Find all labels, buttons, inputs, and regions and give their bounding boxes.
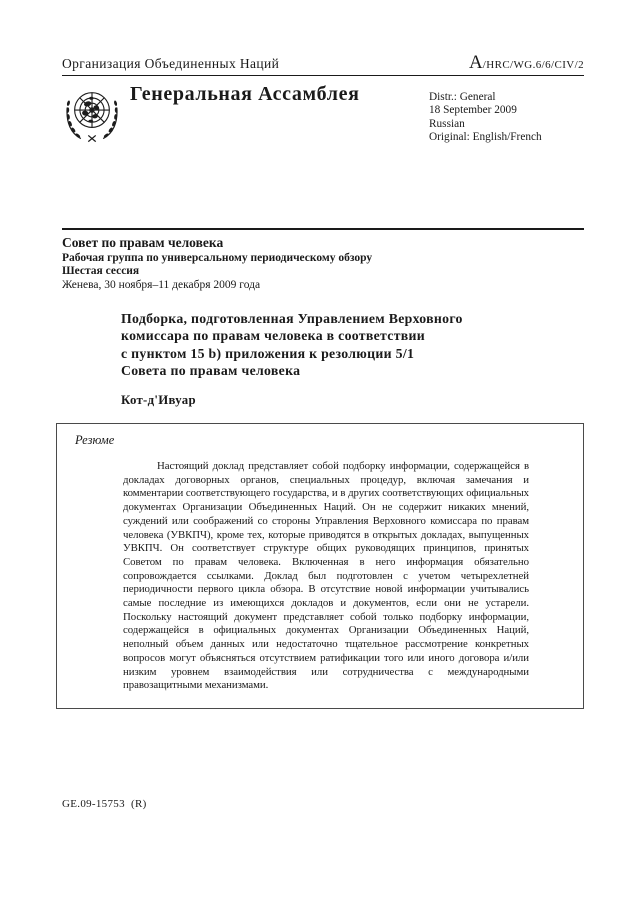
country-name: Кот-д'Ивуар: [121, 393, 196, 407]
doc-symbol-big-letter: A: [469, 52, 483, 73]
org-name: Организация Объединенных Наций: [62, 56, 280, 71]
venue-dates-line: Женева, 30 ноября–11 декабря 2009 года: [62, 278, 261, 291]
distr-block: [429, 91, 542, 144]
doc-symbol: [469, 52, 584, 74]
assembly-title: Генеральная Ассамблея: [130, 83, 360, 105]
distr-line-general: Distr.: General: [429, 91, 496, 103]
report-title-line-4: Совета по правам человека: [121, 363, 301, 379]
council-heading: Совет по правам человека: [62, 235, 224, 250]
summary-label: Резюме: [75, 433, 115, 447]
section-rule-thick: [62, 228, 584, 230]
report-title-line-1: Подборка, подготовленная Управлением Верховного: [121, 311, 463, 326]
report-title-line-3: с пунктом 15 b) приложения к резолюции 5/1: [121, 345, 415, 361]
report-title: [121, 310, 463, 380]
distr-line-date: 18 September 2009: [429, 104, 517, 117]
session-block: [62, 236, 372, 292]
un-emblem-icon: [61, 84, 123, 146]
summary-box: [56, 423, 584, 709]
summary-paragraph: Настоящий доклад представляет собой подборку информации, содержащейся в докладах договорных органов, специальных процедур, включая замечания и комментарии соответствующего государства, и в других соответствующих официальных документах Организации Объединенных Наций. Он не содержит никаких мнений, суждений или соображений со стороны Управления Верховного комиссара по правам человека (УВКПЧ), кроме тех, которые приводятся в открытых докладах, выпущенных УВКПЧ. Он соответствует структуре общих руководящих принципов, принятых Советом по правам человека. Включенная в него информация обязательно сопровождается ссылками. Доклад был подготовлен с учетом четырехлетней периодичности первого цикла обзора. В отсутствие новой информации учитывались самые последние из имеющихся докладов и документов, если они не устарели. Поскольку настоящий документ представляет собой только подборку информации, содержащейся в официальных документах Организации Объединенных Наций, неполный объем данных или недостаточно тщательное рассмотрение конкретных вопросов могут объясняться отсутствием ратификации того или иного договора и/или низким уровнем взаимодействия или сотрудничества с международными правозащитными механизмами.: [123, 460, 529, 692]
working-group-line: Рабочая группа по универсальному периодическому обзору: [62, 251, 373, 264]
session-number-line: Шестая сессия: [62, 265, 140, 277]
distr-line-original: Original: English/French: [429, 130, 542, 143]
doc-symbol-rest: /HRC/WG.6/6/CIV/2: [482, 59, 584, 71]
footer-document-code: GE.09-15753 (R): [62, 798, 147, 810]
distr-line-language: Russian: [429, 117, 465, 130]
report-title-line-2: комиссара по правам человека в соответствии: [121, 328, 426, 344]
header-rule-thin: [62, 75, 584, 76]
masthead: [62, 52, 584, 74]
